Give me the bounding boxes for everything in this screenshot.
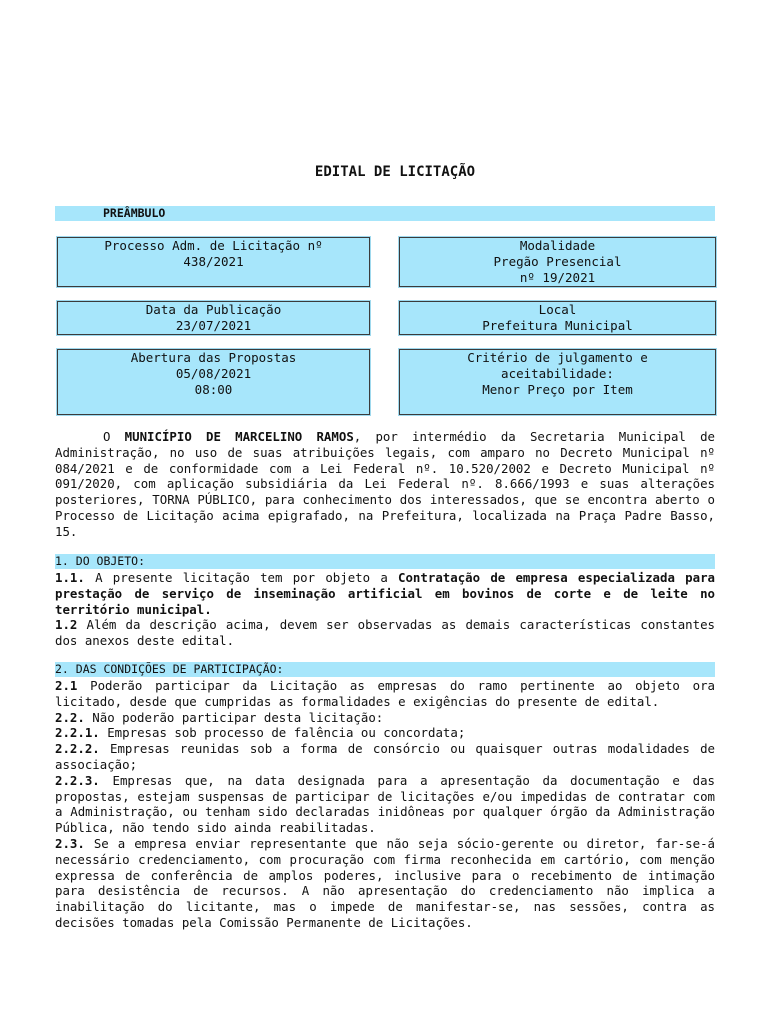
criterio-box — [399, 349, 716, 415]
criterio-value: Menor Preço por Item — [482, 382, 633, 397]
modalidade-number: nº 19/2021 — [519, 270, 596, 285]
data-publicacao-value: 23/07/2021 — [175, 318, 252, 333]
section-2-item-2-2-3 — [55, 773, 715, 836]
object-description: Contratação de empresa especializada para prestação de serviço de inseminação artificial em bovinos de corte e de leite no território municipal. — [55, 570, 715, 617]
item-text: A presente licitação tem por objeto a — [84, 570, 399, 585]
item-number: 2.2.1. — [55, 725, 100, 741]
document-title: EDITAL DE LICITAÇÃO — [314, 164, 476, 180]
data-publicacao-label: Data da Publicação — [145, 302, 282, 317]
item-text: Empresas que, na data designada para a apresentação da documentação e das propostas, estejam suspensas de participar de licitações e/ou impedidas de contratar com a Administração, ou tenham sido declaradas inidôneas por qualquer órgão da Administração Pública, não tendo sido ainda reabilitadas. — [55, 772, 715, 836]
modalidade-box — [399, 237, 716, 287]
modalidade-value: Pregão Presencial — [493, 254, 622, 269]
criterio-label-2: aceitabilidade: — [501, 366, 614, 381]
item-number: 1.1. — [55, 570, 85, 585]
processo-label: Processo Adm. de Licitação nº — [104, 238, 323, 253]
section-1-item-1-2 — [55, 617, 715, 649]
abertura-label: Abertura das Propostas — [130, 350, 297, 365]
item-number: 2.2. — [55, 709, 85, 725]
item-text: Empresas reunidas sob a forma de consórcio ou quaisquer outras modalidades de associação; — [55, 741, 715, 772]
local-value: Prefeitura Municipal — [482, 318, 633, 333]
section-2-item-2-2-2 — [55, 741, 715, 773]
data-publicacao-box — [57, 301, 370, 335]
section-1-heading: 1. DO OBJETO: — [55, 554, 715, 569]
section-1-item-1-1 — [55, 570, 715, 617]
item-text: Se a empresa enviar representante que não seja sócio-gerente ou diretor, far-se-á necessário credenciamento, com procuração com firma reconhecida em cartório, com menção expressa de conferência de amplos poderes, inclusive para o recebimento de intimação para desistência de recursos. A não apresentação do credenciamento não implica a inabilitação do licitante, mas o impede de manifestar-se, nas sessões, contra as decisões tomadas pela Comissão Permanente de Licitações. — [55, 835, 715, 930]
item-text: Além da descrição acima, devem ser observadas as demais características constantes dos anexos deste edital. — [55, 617, 715, 648]
item-number: 2.2.3. — [55, 772, 100, 788]
intro-lead: O — [103, 429, 125, 444]
local-label: Local — [538, 302, 577, 317]
section-2-item-2-2 — [55, 710, 715, 726]
item-text: Poderão participar da Licitação as empresas do ramo pertinente ao objeto ora licitado, desde que cumpridas as formalidades e exigências do presente de edital. — [55, 678, 715, 709]
modalidade-label: Modalidade — [519, 238, 596, 253]
processo-box — [57, 237, 370, 287]
section-2-item-2-3 — [55, 836, 715, 931]
section-2-item-2-2-1 — [55, 725, 715, 741]
item-number: 2.1 — [55, 678, 78, 693]
abertura-time: 08:00 — [194, 382, 233, 397]
section-2-item-2-1 — [55, 678, 715, 710]
item-number: 1.2 — [55, 617, 78, 632]
item-text: Empresas sob processo de falência ou concordata; — [99, 725, 466, 741]
item-text: Não poderão participar desta licitação: — [84, 709, 384, 725]
intro-paragraph — [55, 429, 715, 540]
intro-rest: , por intermédio da Secretaria Municipal de Administração, no uso de suas atribuições legais, com amparo no Decreto Municipal nº 084/2021 e de conformidade com a Lei Federal nº. 10.520/2002 e Decreto Municipal nº 091/2020, com aplicação subsidiária da Lei Federal nº. 8.666/1993 e suas alterações posteriores, TORNA PÚBLICO, para conhecimento dos interessados, que se encontra aberto o Processo de Licitação acima epigrafado, na Prefeitura, localizada na Praça Padre Basso, 15. — [55, 429, 716, 539]
item-number: 2.2.2. — [55, 741, 100, 757]
local-box — [399, 301, 716, 335]
criterio-label-1: Critério de julgamento e — [467, 350, 648, 365]
preambulo-band: PREÂMBULO — [55, 206, 715, 221]
item-number: 2.3. — [55, 835, 85, 851]
municipio-name: MUNICÍPIO DE MARCELINO RAMOS — [124, 429, 354, 444]
abertura-box — [57, 349, 370, 415]
abertura-date: 05/08/2021 — [175, 366, 252, 381]
section-2-heading: 2. DAS CONDIÇÕES DE PARTICIPAÇÃO: — [55, 662, 715, 677]
section-2-body — [55, 678, 715, 931]
processo-value: 438/2021 — [183, 254, 244, 269]
